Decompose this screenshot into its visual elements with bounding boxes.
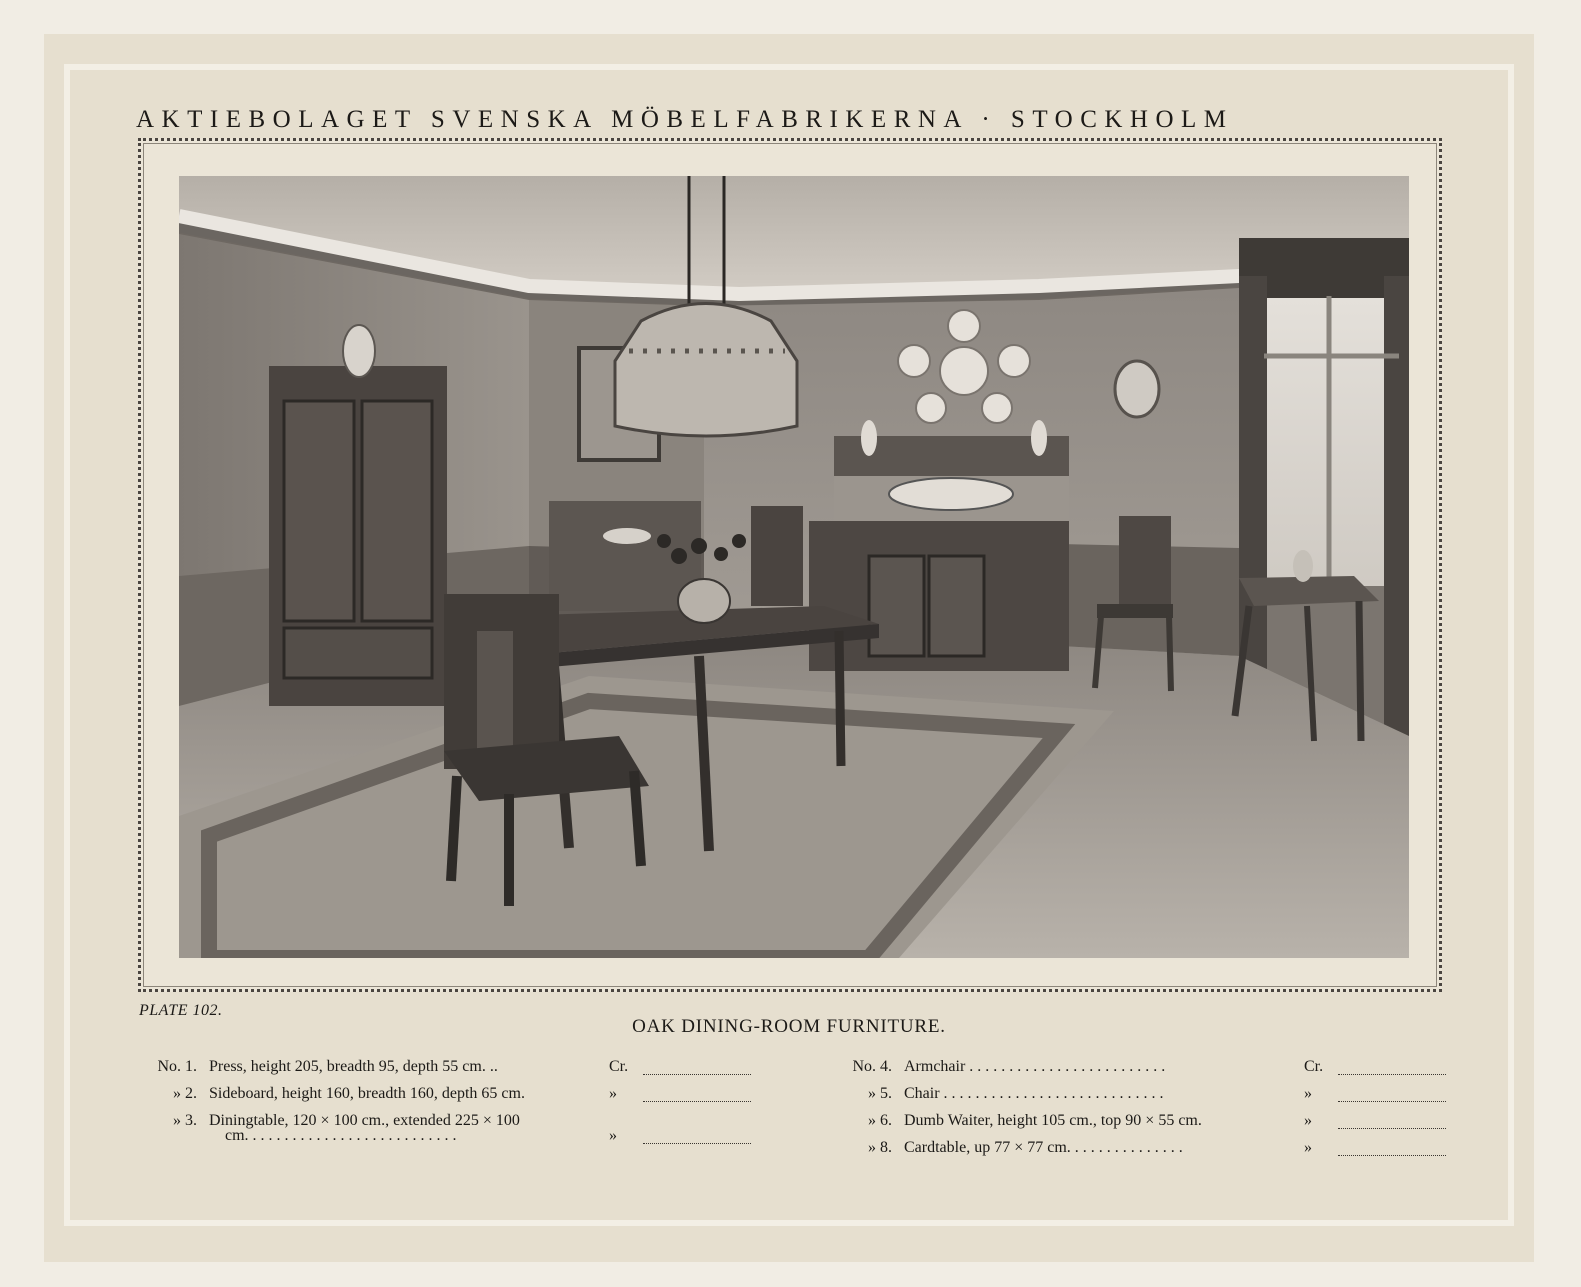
item-description: Cardtable, up 77 × 77 cm. . . . . . . . . . . . . . . [904, 1139, 1183, 1156]
currency-mark: » [609, 1085, 617, 1102]
list-item [137, 1058, 797, 1085]
list-item [832, 1112, 1492, 1139]
item-description: Diningtable, 120 × 100 cm., extended 225 × 100 [209, 1112, 520, 1129]
currency-mark: Cr. [1304, 1058, 1324, 1075]
price-line [1338, 1155, 1446, 1156]
currency-mark: Cr. [609, 1058, 629, 1075]
item-number: » 5. [868, 1085, 892, 1102]
currency-mark: » [1304, 1085, 1312, 1102]
item-number: » 8. [868, 1139, 892, 1156]
item-description: Sideboard, height 160, breadth 160, depth 65 cm. [209, 1085, 525, 1102]
item-number: » 3. [173, 1112, 197, 1129]
item-number: No. 1. [157, 1058, 197, 1075]
item-number: » 2. [173, 1085, 197, 1102]
price-line [1338, 1101, 1446, 1102]
company-header: AKTIEBOLAGET SVENSKA MÖBELFABRIKERNA · STOCKHOLM [136, 106, 1234, 133]
price-list-right [832, 1058, 1492, 1166]
list-item [832, 1139, 1492, 1166]
item-description: Press, height 205, breadth 95, depth 55 cm. .. [209, 1058, 498, 1075]
list-item [832, 1058, 1492, 1085]
item-description: Dumb Waiter, height 105 cm., top 90 × 55 cm. [904, 1112, 1202, 1129]
item-number: » 6. [868, 1112, 892, 1129]
currency-mark: » [1304, 1112, 1312, 1129]
currency-mark: » [1304, 1139, 1312, 1156]
plate-number: PLATE 102. [139, 1002, 223, 1019]
price-line [643, 1101, 751, 1102]
list-item [137, 1085, 797, 1112]
plate-title: OAK DINING-ROOM FURNITURE. [632, 1016, 946, 1037]
item-description: Chair . . . . . . . . . . . . . . . . . . . . . . . . . . . . [904, 1085, 1164, 1102]
list-item [832, 1085, 1492, 1112]
price-line [643, 1143, 751, 1144]
list-item [137, 1112, 797, 1152]
catalogue-sheet [44, 34, 1534, 1262]
plate-frame [138, 138, 1442, 992]
dining-room-illustration [179, 176, 1409, 958]
price-line [643, 1074, 751, 1075]
currency-mark: » [609, 1127, 617, 1144]
price-line [1338, 1128, 1446, 1129]
item-description: Armchair . . . . . . . . . . . . . . . . . . . . . . . . . [904, 1058, 1166, 1075]
item-number: No. 4. [852, 1058, 892, 1075]
price-list-left [137, 1058, 797, 1152]
price-line [1338, 1074, 1446, 1075]
item-description-continued: cm. . . . . . . . . . . . . . . . . . . . . . . . . . . [225, 1127, 457, 1144]
dining-room-photograph [179, 176, 1409, 958]
